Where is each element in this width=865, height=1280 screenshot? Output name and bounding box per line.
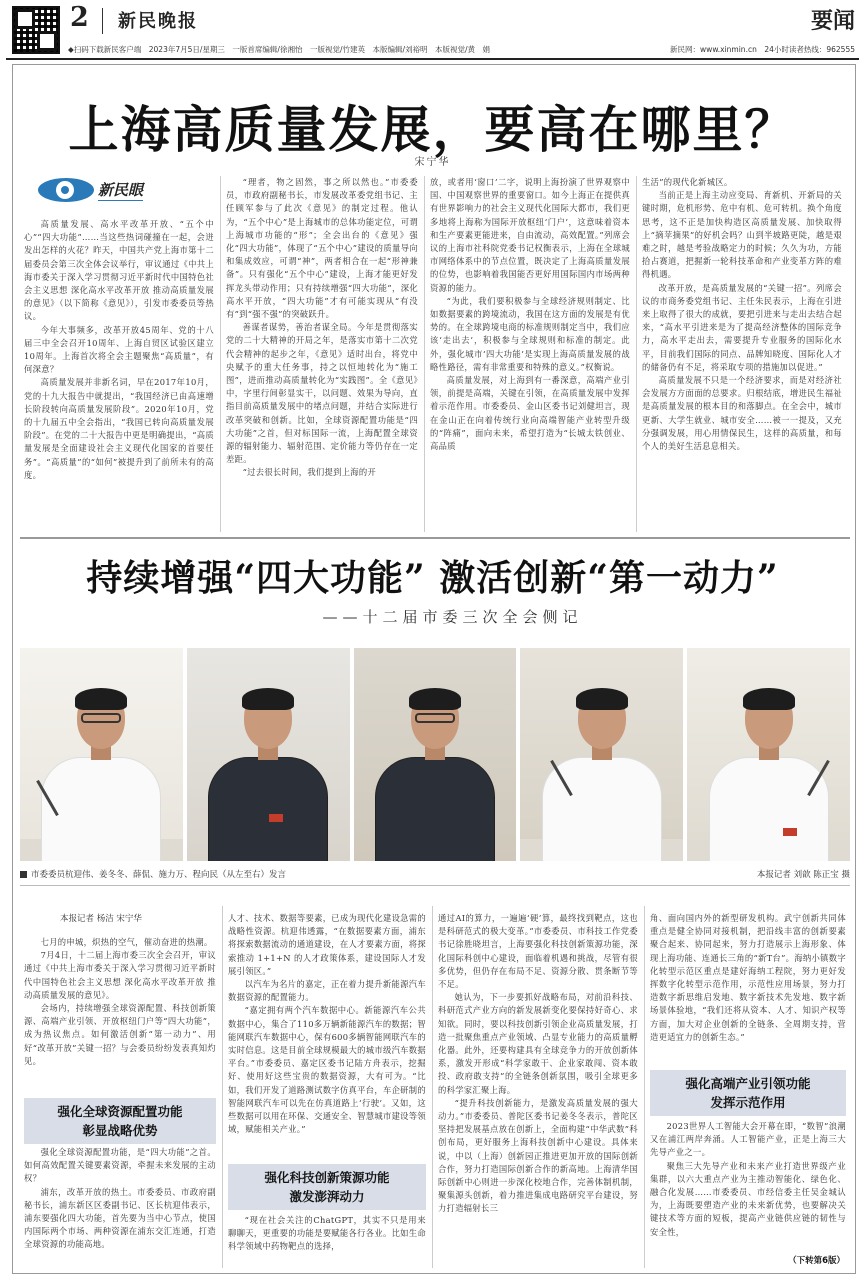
subhead-resource-allocation <box>24 1098 216 1144</box>
paragraph: 改革开放，是高质量发展的“关键一招”。列席会议的市商务委党组书记、主任朱民表示，上海在引进来上取得了很大的成就，要把引进来与走出去结合起来，“高水平引进来是为了提高经济整体的国际竞争力，高水平走出去，需要提升专业服务的国际化水平，目前我们国际的同点、品牌知晓度、国际化人才的储备仍有不足，将采取专项的措施加以促进。” <box>642 282 842 372</box>
paragraph: 7月4日，十二届上海市委三次全会召开，审议通过《中共上海市委关于深入学习贯彻习近平新时代中国特色社会主义思想 深化高水平改革开放 推动高质量发展的意见》。 <box>24 950 216 1000</box>
photo-speaker-2[interactable] <box>187 648 350 861</box>
paragraph: 当前正是上海主动应变局、育新机、开新局的关键时期，危机形势、危中有机、危可转机。换个角度思考，这不正是加快构造区高质量发展、加快取得上“摘苹摘果”的好机会吗？山到半坡路更陡，越是艰难之时，越是考验战略定力的时候；久久为功，方能拾占赛道，把握新一轮科技革命和产业变革方阵的难得机遇。 <box>642 190 842 280</box>
article2-reporter: 本报记者 杨洁 宋宁华 <box>60 914 142 924</box>
article2-column-1b <box>24 1146 216 1266</box>
name-badge <box>269 814 283 822</box>
hair <box>743 688 795 710</box>
section-separator <box>20 537 850 539</box>
article1-author: 宋宁华 <box>414 157 451 168</box>
paper-name: 新民晚报 <box>118 11 198 32</box>
photo-caption-text: 市委委员杭迎伟、姜冬冬、薛侃、施力万、程向民（从左至右）发言 <box>31 870 287 880</box>
subhead-line: 激发澎湃动力 <box>289 1189 365 1204</box>
article1-column-3 <box>430 176 630 534</box>
masthead-contact: 新民网：www.xinmin.cn 24小时读者热线：962555 <box>670 45 855 54</box>
subhead-tech-innovation <box>228 1164 426 1210</box>
paragraph: “提升科技创新能力，是激发高质量发展的强大动力。”市委委员、普陀区委书记姜冬冬表示，普陀区坚持把发展基点放在创新上，全面构建“中华武数”科创布局，更好服务上海科技创新中心建设。具体来说，中以（上海）创新园正推进更加开放的国际创新合作，努力打造国际创新合作的新高地。上海清华国际创新中心则进一步深化校地合作，完善体制机制，聚集源头创新，着力推进集成电路研究平台建设，努力打造辐射长三 <box>438 1097 638 1214</box>
article1-headline: 上海高质量发展，要高在哪里？ <box>68 101 797 159</box>
paragraph: 善谋者谋势，善治者谋全局。今年是贯彻落实党的二十大精神的开局之年，是落实市第十二次党代会精神的起步之年，《意见》适时出台，将党中央赋予的重大任务事，持之以恒地转化为“施工图”，进而推动高质量转化为“实践图”。全《意见》中，字里行间彰显实干，以问题、效果为导向，直指目前高质量发展中的堵点问题，并结合实际进行改革突破和创新。比如，全球资源配置功能是“四大功能”之首，但对标国际一流，上海配置全球资源的辐射能力、辐射范围、定价能力等仍存在一定差距。 <box>226 322 418 465</box>
photo-speaker-4[interactable] <box>520 648 683 861</box>
eye-icon <box>38 178 94 202</box>
column-rule <box>636 176 637 532</box>
photo-speaker-5[interactable] <box>687 648 850 861</box>
paragraph: 人才、技术、数据等要素，已成为现代化建设急需的战略性资源。杭迎伟透露，“在数据要素方面，浦东将探索数据流动的通道建设，在人才要素方面，将探索推动 1+1+N 的人才政策体系，建设国际人才发展引领区。” <box>228 913 426 976</box>
masthead <box>6 2 859 60</box>
paragraph: 以汽车为名片的嘉定，正在着力提升新能源汽车数据资源的配置能力。 <box>228 979 426 1003</box>
column-rule <box>220 176 221 532</box>
paragraph: 通过AI的算力，一遍遍‘硬’算，最终找到靶点，这也是科研范式的极大变革。”市委委员、市科技工作党委书记徐胜晓坦言，上海要强化科技创新策源功能，深化国际科创中心建设，面临着机遇和挑战，尽管有很多优势，但仍存在布局不足、资源分散、贯条断节等不足。 <box>438 913 638 990</box>
article2-column-4b <box>650 1120 846 1244</box>
hair <box>409 688 461 710</box>
hair <box>75 688 127 710</box>
paragraph: 高质量发展并非新名词，早在2017年10月，党的十九大报告中就提出，“我国经济已由高速增长阶段转向高质量发展阶段”。2020年10月，党的十九届五中全会指出，“我国已转向高质量发展阶段”。在党的二十大报告中更是明确提出，“高质量发展是全面建设社会主义现代化国家的首要任务”。“高质量”的“如何”被提升到了前所未有的高度。 <box>24 377 214 480</box>
paragraph: 放，或者用‘窗口’二字，说明上海扮演了世界观察中国、中国观察世界的重要窗口。如今上海正在提供真有世界影响力的社会主义现代化国际大都市，我们更多地将上海称为国际开放枢纽‘门户’，这意味着资本和生产要素更能进来，自由流动，高效配置。”列席会议的上海市社科院党委书记权衡表示，上海在全球城市网络体系中的节点位置，既决定了上海高质量发展的位势，也影响着我国能否更好用国际国内市场两种资源的能力。 <box>430 177 630 293</box>
paragraph: 会场内，持续增强全球资源配置、科技创新策源、高端产业引领、开放枢纽门户等“四大功能”，成为热议焦点。如何激活创新“第一动力”、用好“改革开放”关键一招？与会委员纷纷发表真知灼见。 <box>24 1003 216 1066</box>
paragraph: 高质量发展、高水平改革开放、“五个中心”“四大功能”……当这些热词碰撞在一起，会迸发出怎样的火花？昨天，中国共产党上海市第十二届委员会第三次全体会议举行，审议通过《中共上海市委关于深入学习贯彻习近平新时代中国特色社会主义思想 深化高水平改革开放 推动高质量发展的意见》（以下简称《意见》），引发市委委员等热议。 <box>24 219 214 322</box>
paragraph: “为此，我们要积极参与全球经济规则制定、比如数据要素的跨境流动，我国在这方面的发展是有优势的。在全球跨境电商的标准规则制定当中，我们应该‘走出去’，积极参与全球规则和标准的制定。此外，强化城市‘四大功能’是实现上海高质量发展的战略性路径，需有非常重要和特殊的意义。”权衡说。 <box>430 295 630 372</box>
speaker-figure <box>41 691 161 861</box>
article1-column-1 <box>24 218 214 530</box>
photo-strip <box>20 648 850 861</box>
photo-credit: 本报记者 刘歆 陈正宝 摄 <box>756 870 850 880</box>
subhead-line: 发挥示范作用 <box>710 1095 786 1110</box>
shirt <box>709 757 829 861</box>
name-badge <box>783 828 797 836</box>
caption-separator <box>20 885 850 886</box>
paragraph: 浦东，改革开放的热土。市委委员、市政府副秘书长，浦东新区区委副书记、区长杭迎伟表示，浦东要强化四大功能，首先要为当中心节点，使国内国际两个市场、两种资源在浦东交汇连通，打造全球资源的功能高地。 <box>24 1186 216 1250</box>
paragraph: 高质量发展不只是一个经济要求，而是对经济社会发展方方面面的总要求。归根结底，增进民生福祉是高质量发展的根本目的和落脚点。在全会中，城市更新、大学生就业、城市安全……被一一提及，又充分强调发展，用心用情保民生，这样的高质量，和每个人的美好生活息息相关。 <box>642 375 842 452</box>
article2-column-4 <box>650 912 846 1062</box>
column-rule <box>432 906 433 1268</box>
page-number: 2 <box>70 2 89 33</box>
caption-marker-icon <box>20 871 27 878</box>
photo-caption <box>20 868 286 880</box>
subhead-line: 强化高端产业引领功能 <box>685 1076 811 1091</box>
column-rule <box>222 906 223 1268</box>
article1-column-4 <box>642 176 842 534</box>
paragraph: “理者，物之固然，事之所以然也。”市委委员，市政府副秘书长，市发展改革委党组书记、主任顾军参与了此次《意见》的制定过程。他认为，“五个中心”是上海城市的总体功能定位，可谓上海城市功能的“形”；全会出台的《意见》强化“四大功能”，体现了“五个中心”建设的质量导向和集成效应，可谓“神”，两者相合在一起“形神兼备”。只有强化“五个中心”建设，上海才能更好发挥龙头带动作用；只有持续增强“四大功能”，深化高水平开放，“四大功能”才有可能实现从“有没有”到“强不强”的突破跃升。 <box>226 177 418 320</box>
qr-code-icon[interactable] <box>12 6 60 54</box>
speaker-figure <box>375 691 495 861</box>
hair <box>576 688 628 710</box>
paragraph: 生活”的现代化新城区。 <box>642 177 733 187</box>
paragraph: “嘉定拥有两个汽车数据中心。新能源汽车公共数据中心，集合了110多万辆新能源汽车的数据；智能网联汽车数据中心，保有600多辆智能网联汽车的实时信息。这是目前全球规模最大的城市级汽车数据平台。”市委委员、嘉定区委书记陆方舟表示，挖掘好、使用好这些宝贵的数据资源，大有可为。“比如，我们开发了道路测试数字仿真平台，车企研制的智能网联汽车可以先在仿真道路上‘行驶’。又如，这些数据可以用在环保、交通安全、智慧城市建设等领域，赋能相关产业。” <box>228 1005 426 1135</box>
paragraph: 高质量发展，对上海到有一番深意，高端产业引领，前提是高端，关键在引领，在高质量发展中发挥着示范作用。市委委员、金山区委书记刘健坦言，现在金山正在向着传统行业向高端智能产业转型升级的“阵痛”，面向未来，希望打造为“长城太铁创业、高品质 <box>430 375 630 452</box>
column-rule <box>424 176 425 532</box>
article2-subheadline: ——十二届市委三次全会侧记 <box>322 608 583 626</box>
section-name: 要闻 <box>810 8 855 34</box>
paragraph: 她认为，下一步要抓好战略布局，对前沿科技、科研范式产业方向的新发展新变化要保持好奇心、求知欲。同时，要以科技创新引领企业高质量发展，打造一批聚焦重点产业领域、凸显专业能力的高质量孵化器。此外，还要构建具有全球竞争力的开放创新体系，激发开形成“科学家敢干、企业家敢闯、资本敢投、政府敢支持”的全链条创新氛围，吸引全球更多的科学家汇聚上海。 <box>438 992 638 1095</box>
article2-column-3 <box>438 912 638 1268</box>
hair <box>242 688 294 710</box>
paragraph: 2023世界人工智能大会开幕在即，“数智”浪潮又在浦江两岸奔涌。人工智能产业，正是上海三大先导产业之一。 <box>650 1121 846 1158</box>
article2-column-2 <box>228 912 426 1160</box>
speaker-figure <box>208 691 328 861</box>
paragraph: “现在社会关注的ChatGPT，其实不只是用来聊聊天，更重要的功能是要赋能各行各业。比如生命科学领域中药物靶点的选择， <box>228 1215 426 1252</box>
paragraph: 七月的申城，炽热的空气，催动奋进的热潮。 <box>40 937 213 947</box>
article2-column-1 <box>24 936 216 1096</box>
subhead-line: 强化科技创新策源功能 <box>264 1170 390 1185</box>
paragraph: “过去很长时间，我们提到上海的开 <box>242 467 377 478</box>
paragraph: 今年大事频多，改革开放45周年、党的十八届三中全会召开10周年、上海自贸区试验区建立10周年。上海首次将全会主题聚焦“高质量”，有何深意？ <box>24 324 214 375</box>
jacket <box>375 757 495 861</box>
photo-speaker-3[interactable] <box>354 648 517 861</box>
paragraph: 聚焦三大先导产业和未来产业打造世界级产业集群，以六大重点产业为主推动智能化、绿色化、融合化发展……市委委员、市经信委主任吴金城认为，上海既要塑造产业的未来新优势，也要解决关键技术等方面的短板，提高产业链供应链的韧性与安全性， <box>650 1160 846 1237</box>
paragraph: 强化全球资源配置功能，是“四大功能”之首。如何高效配置关键要素资源，牵握未来发展的主动权？ <box>24 1147 216 1184</box>
masthead-divider <box>102 8 103 34</box>
article2-column-2b <box>228 1214 426 1268</box>
column-logo-text: 新民眼 <box>98 181 144 199</box>
subhead-line: 强化全球资源配置功能 <box>57 1104 183 1119</box>
glasses <box>81 713 121 723</box>
speaker-figure <box>709 691 829 861</box>
glasses <box>415 713 455 723</box>
subhead-line: 彰显战略优势 <box>82 1123 158 1138</box>
article2-headline: 持续增强“四大功能” 激活创新“第一动力” <box>86 557 779 599</box>
photo-caption-bar <box>20 868 850 882</box>
shirt <box>41 757 161 861</box>
article1-column-2 <box>226 176 418 534</box>
column-logo <box>36 176 156 204</box>
continued-on-page[interactable]: （下转第6版） <box>788 1256 845 1266</box>
paragraph: 角、面向国内外的新型研发机构。武宁创新共同体重点是健全协同对接机制，把沿线丰富的创新要素聚合起来、协同起来，努力打造展示上海形象、体现上海功能、连通长三角的“新T台”。海纳小镇数字化转型示范区重点是建好海纳工程院，努力更好发挥数字化转型示范作用，示范性应用场景，努力打造数字新思维启发地、数字新技术先发地、数字新场景体验地，“我们还将从资本、人才、知识产权等方面，加大对企业创新的全链条、全周期支持，营造更适宜力的创新生态。” <box>650 913 846 1042</box>
jacket <box>208 757 328 861</box>
column-rule <box>644 906 645 1268</box>
masthead-info: ◆扫码下载新民客户端 2023年7月5日/星期三 一版首席编辑/徐湘怡 一版视觉/竹建英 本版编辑/刘裕明 本版视觉/黄 娟 <box>68 45 491 54</box>
subhead-industry-leading <box>650 1070 846 1116</box>
photo-speaker-1[interactable] <box>20 648 183 861</box>
